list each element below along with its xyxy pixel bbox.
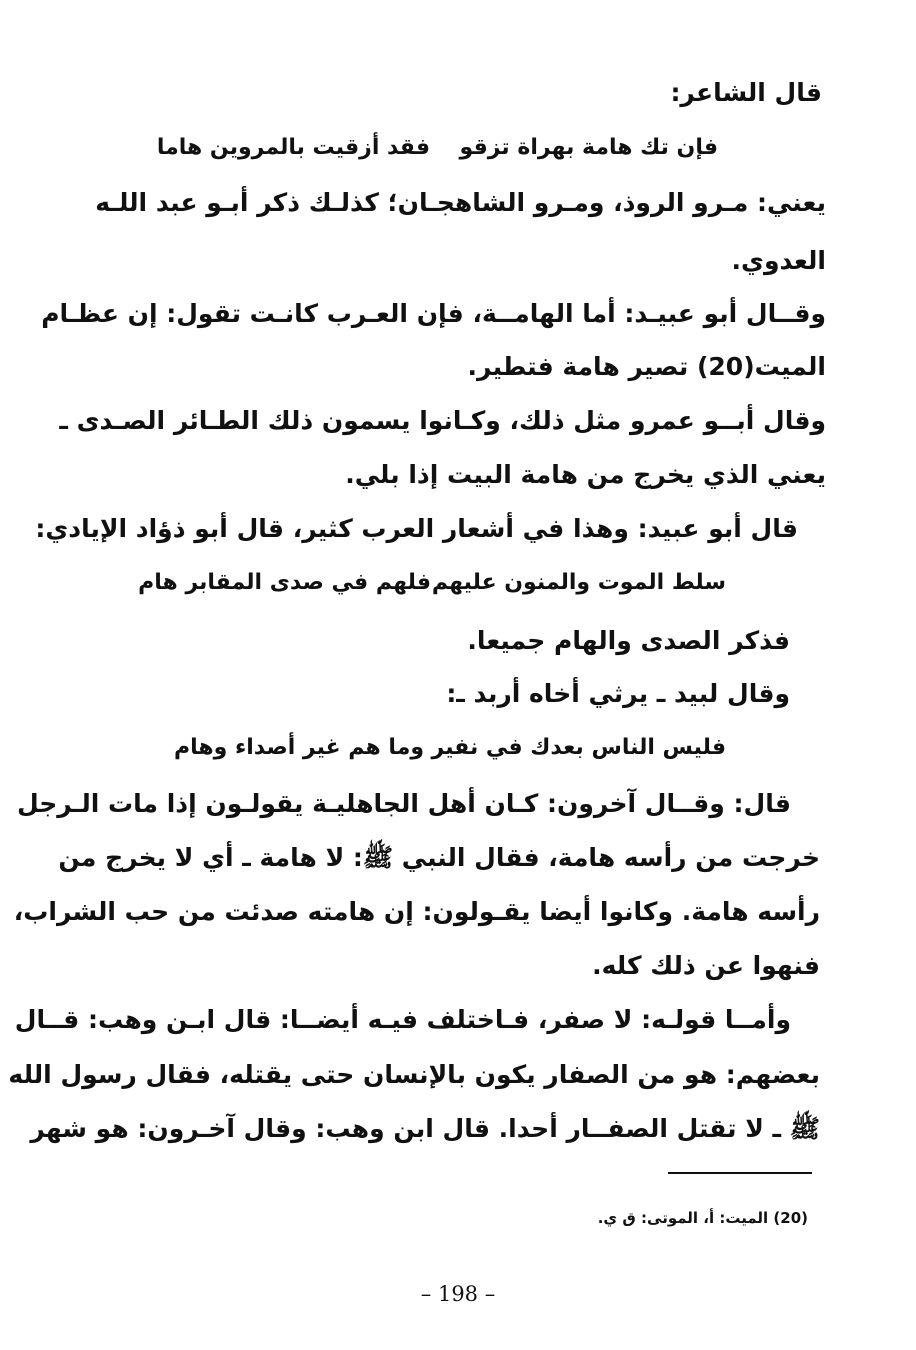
- text-line: يعني: مـرو الروذ، ومـرو الشاهجـان؛ كذلـك ذكر أبـو عبد اللـه: [95, 188, 826, 217]
- page-number: – 198 –: [420, 1282, 496, 1306]
- text-line: وقال أبــو عمرو مثل ذلك، وكـانوا يسمون ذلك الطـائر الصـدى ـ: [59, 406, 826, 435]
- text-line: الميت(20) تصير هامة فتطير.: [467, 352, 826, 381]
- text-line: ﷺ ـ لا تقتل الصفــار أحدا. قال ابن وهب: وقال آخـرون: هو شهر: [30, 1114, 820, 1143]
- verse-hemistich: فقد أزقيت بالمروين هاما: [156, 135, 430, 160]
- text-line: فنهوا عن ذلك كله.: [592, 951, 820, 980]
- verse-hemistich: فإن تك هامة بهراة تزقو: [459, 135, 718, 160]
- verse-hemistich: وما هم غير أصداء وهام: [173, 735, 424, 760]
- text-line: يعني الذي يخرج من هامة البيت إذا بلي.: [345, 460, 826, 489]
- verse-hemistich: سلط الموت والمنون عليهم: [431, 570, 726, 595]
- text-line: رأسه هامة. وكانوا أيضا يقـولون: إن هامته صدئت من حب الشراب،: [13, 897, 820, 926]
- text-line: بعضهم: هو من الصفار يكون بالإنسان حتى يقتله، فقال رسول الله: [8, 1060, 820, 1089]
- verse-hemistich: فلهم في صدى المقابر هام: [138, 570, 431, 595]
- text-line: العدوي.: [731, 246, 826, 275]
- text-line: وقــال أبو عبيـد: أما الهامــة، فإن العـرب كانـت تقول: إن عظـام: [41, 299, 826, 328]
- footnote: (20) الميت: أ، الموتى: ق ي.: [597, 1209, 808, 1227]
- text-line: وأمــا قولـه: لا صفر، فـاختلف فيـه أيضــا: قال ابـن وهب: قــال: [14, 1005, 791, 1034]
- text-line: خرجت من رأسه هامة، فقال النبي ﷺ: لا هامة ـ أي لا يخرج من: [58, 843, 820, 872]
- text-line: وقال لبيد ـ يرثي أخاه أربد ـ:: [446, 679, 790, 708]
- text-line: قال الشاعر:: [670, 78, 822, 107]
- verse-hemistich: فليس الناس بعدك في نفير: [431, 735, 726, 760]
- text-line: قال: وقــال آخرون: كـان أهل الجاهليـة يقولـون إذا مات الـرجل: [16, 789, 791, 818]
- text-line: قال أبو عبيد: وهذا في أشعار العرب كثير، قال أبو ذؤاد الإيادي:: [35, 514, 798, 543]
- text-line: فذكر الصدى والهام جميعا.: [467, 626, 790, 655]
- footnote-divider: [668, 1172, 812, 1174]
